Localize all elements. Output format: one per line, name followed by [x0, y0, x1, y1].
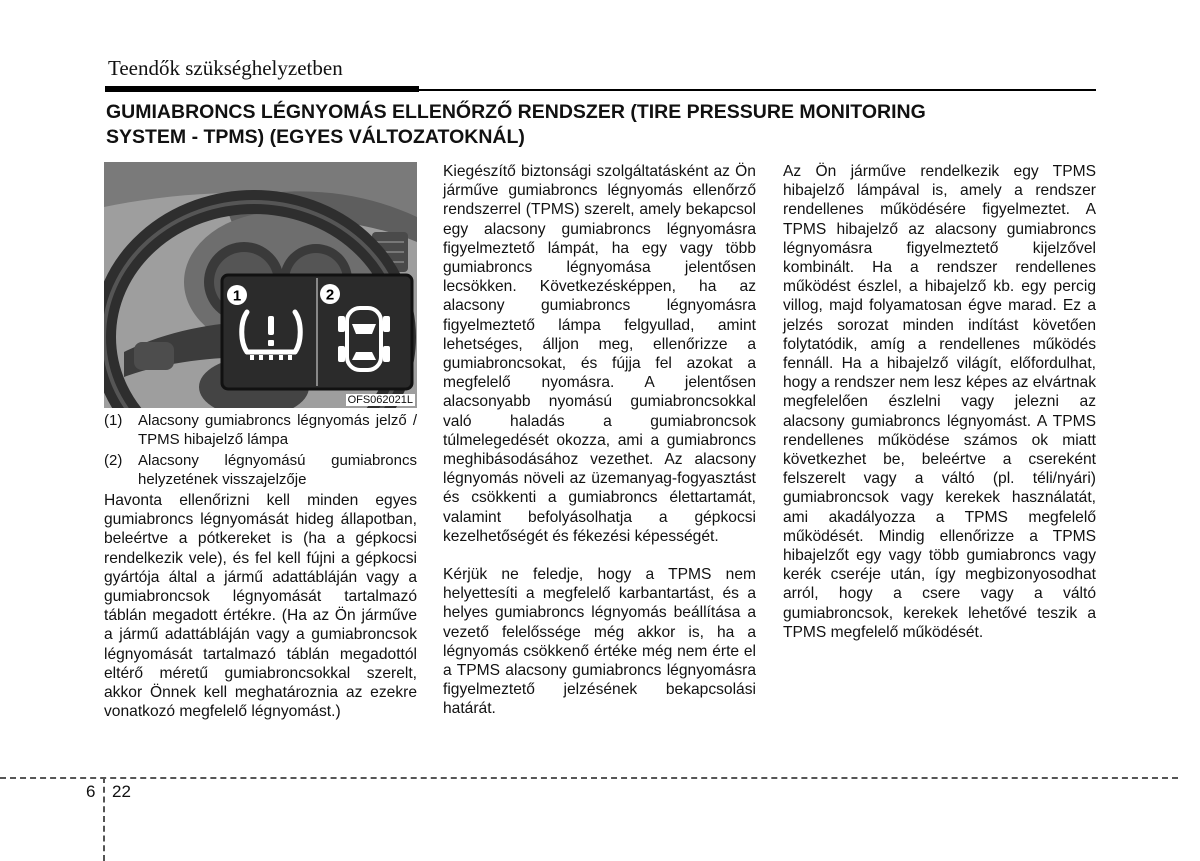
paragraph-tpms-intro: Kiegészítő biztonsági szolgáltatásként az Ön járműve gumiabroncs légnyomás ellenőrző rendszerrel (TPMS) szerelt, amely bekapcsol egy alacsony gumiabroncs légnyomásra figyelmeztető lámpát, ha egy vagy több gumiabroncs légnyomása jelentősen lecsökken. Következésképpen, ha az alacsony gumiabroncs légnyomásra figyelmeztető lámpa felgyullad, amint lehetséges, álljon meg, ellenőrizze a gumiabroncsokat, és fújja fel azokat a megfelelő nyomásra. A jelentősen alacsonyabb nyomású gumiabroncsokkal való haladás a gumiabroncsok túlmelegedését okozza, ami a gumiabroncs meghibásodásához vezethet. Az alacsony légnyomás növeli az üzemanyag-fogyasztást és csökkenti a gumiabroncs élettartamát, valamint befolyásolhatja a gépkocsi kezelhetőségét és fékezési képességét.: [443, 163, 756, 545]
footer-dashed-divider: [103, 777, 105, 861]
section-title: [106, 100, 1096, 150]
callout-2: 2: [325, 286, 335, 304]
chapter-number: 6: [86, 782, 96, 801]
header-rule-thick: [105, 86, 419, 92]
callout-1: 1: [232, 287, 242, 305]
dashboard-illustration: [104, 162, 417, 408]
caption-text: Alacsony gumiabroncs légnyomás jelző / TPMS hibajelző lámpa: [138, 412, 417, 448]
column-3: [783, 162, 1096, 642]
running-head: Teendők szükséghelyzetben: [108, 56, 343, 80]
page-number: 22: [112, 782, 131, 801]
caption-2: [104, 451, 417, 489]
section-title-line-2: SYSTEM - TPMS) (EGYES VÁLTOZATOKNÁL): [106, 126, 525, 148]
dashboard-figure: [104, 162, 417, 408]
paragraph-monthly-check: Havonta ellenőrizni kell minden egyes gumiabroncs légnyomását hideg állapotban, beleértve a pótkereket is (ha a gépkocsi rendelkezik vele), és fel kell fújni a gépkocsi gyártója által a jármű adattábláján vagy a gumiabroncsok légnyomását tartalmazó táblán megadott értékre. (Ha az Ön járműve a jármű adattábláján vagy a gumiabroncsok légnyomását tartalmazó táblán megadottól eltérő méretű gumiabroncsokkal szerelt, akkor Önnek kell meghatároznia az ezekre vonatkozó megfelelő légnyomást.): [104, 492, 417, 721]
caption-number: (2): [104, 452, 123, 469]
column-2: [443, 162, 756, 719]
caption-number: (1): [104, 412, 123, 429]
section-title-line-1: GUMIABRONCS LÉGNYOMÁS ELLENŐRZŐ RENDSZER (TIRE PRESSURE MONITORING: [106, 101, 926, 123]
caption-1: [104, 411, 417, 449]
paragraph-tpms-note: Kérjük ne feledje, hogy a TPMS nem helyettesíti a megfelelő karbantartást, és a helyes gumiabroncs légnyomás beállítása a vezető felelőssége még akkor is, ha a légnyomás csökkenő értéke még nem érte el a TPMS alacsony gumiabroncs légnyomásra figyelmeztető jelzésének bekapcsolási határát.: [443, 566, 756, 718]
header-rule-thin: [419, 89, 1096, 91]
paragraph-tpms-malfunction: Az Ön járműve rendelkezik egy TPMS hibajelző lámpával is, amely a rendszer rendellenes működésére figyelmeztet. A TPMS hibajelző az alacsony gumiabroncs légnyomásra figyelmeztető kijelzővel kombinált. Ha a rendszer rendellenes működést észlel, a hibajelző kb. egy percig villog, majd folyamatosan égve marad. Ez a jelzés sorozat minden indítást követően folytatódik, amíg a rendellenes működés fennáll. Ha a hibajelző világít, előfordulhat, hogy a rendszer nem lesz képes az elvártnak megfelelően észlelni vagy jelezni az alacsony gumiabroncs légnyomást. A TPMS rendellenes működése számos ok miatt következhet be, beleértve a csereként felszerelt vagy a váltó (pl. téli/nyári) gumiabroncsok vagy kerekek használatát, ami akadályozza a TPMS megfelelő működését. Mindig ellenőrizze a TPMS hibajelzőt egy vagy több gumiabroncs vagy kerék cseréje után, így megbizonyosodhat arról, hogy a csere vagy a váltó gumiabroncsok, kerekek lehetővé teszik a TPMS megfelelő működését.: [783, 163, 1096, 641]
column-1: [104, 491, 417, 721]
figure-code: OFS062021L: [347, 394, 413, 406]
caption-text: Alacsony légnyomású gumiabroncs helyzetének visszajelzője: [138, 452, 417, 488]
footer-dashed-rule: [0, 777, 1178, 779]
